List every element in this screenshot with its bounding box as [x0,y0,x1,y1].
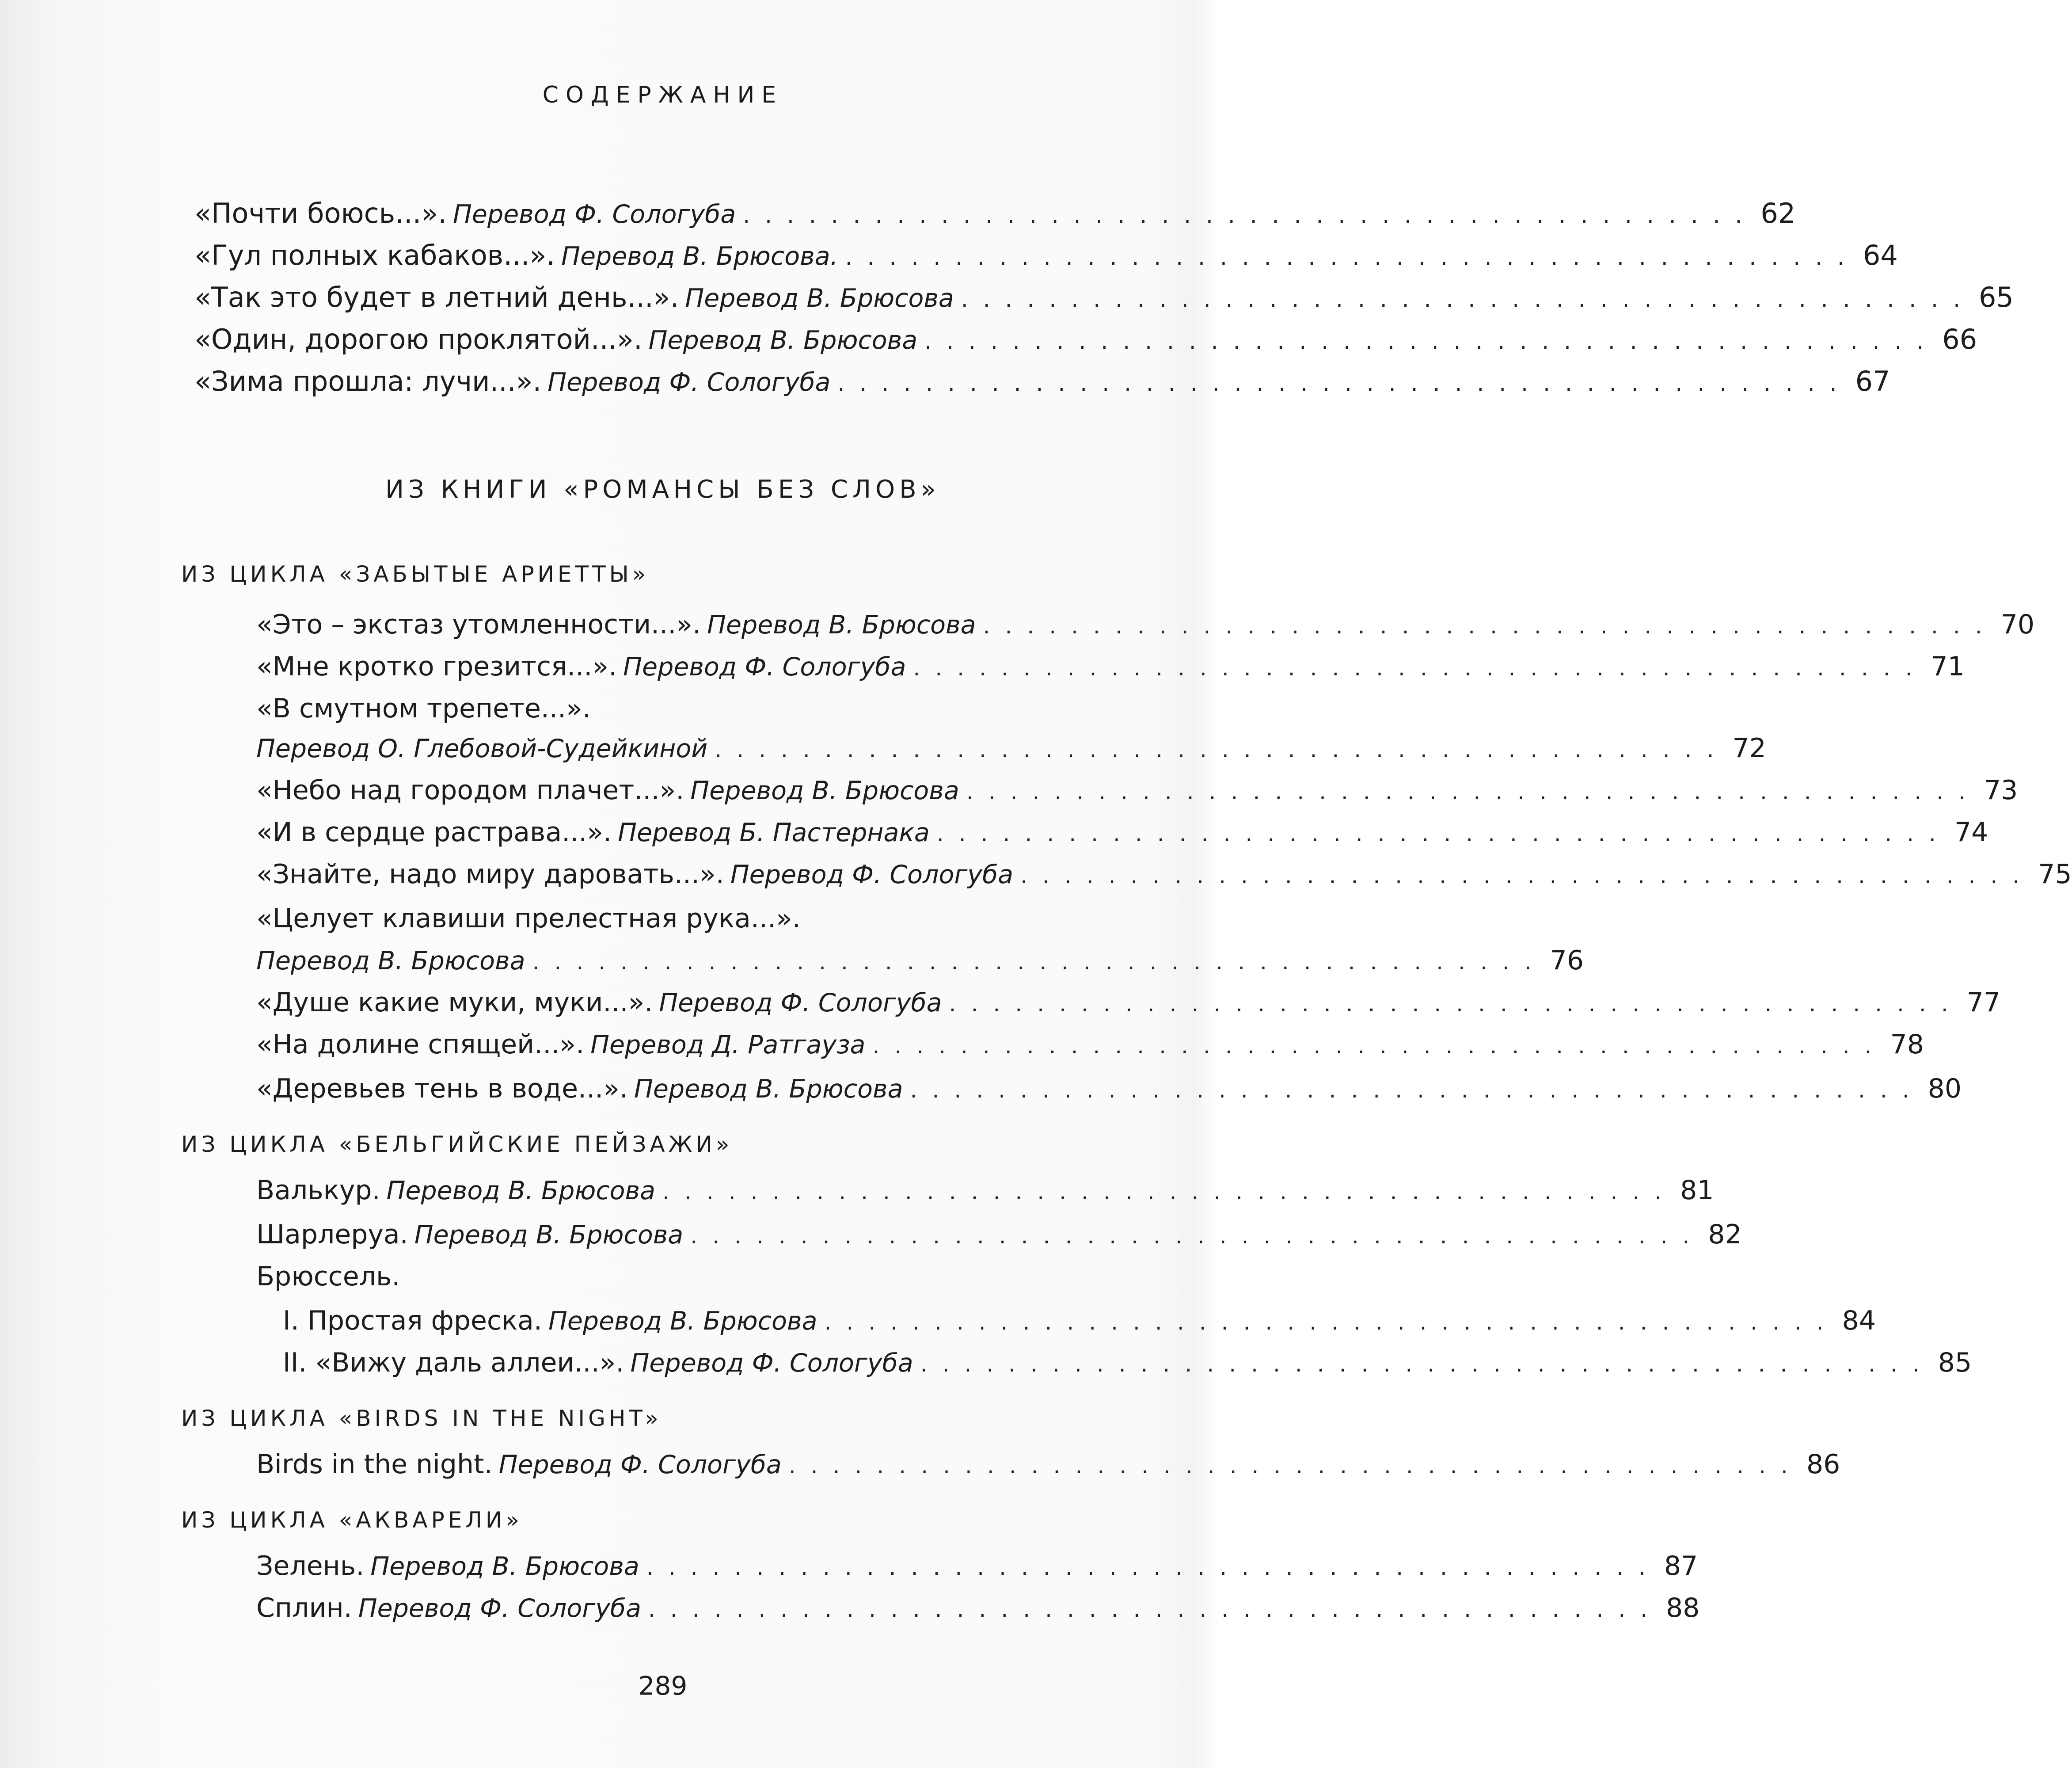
entry-title: «Душе какие муки, муки...». [256,987,653,1018]
leader-dots: .............................................. [646,1555,1661,1580]
entry-page: 66 [1942,323,1977,355]
entry-page: 73 [1984,775,2018,806]
entry-page: 74 [1954,817,1988,848]
entry-translator: Перевод О. Глебовой-Судейкиной [256,734,708,763]
cycle-heading: ИЗ ЦИКЛА «ЗАБЫТЫЕ АРИЕТТЫ» [181,561,650,587]
entry-page: 75 [2038,859,2072,890]
leader-dots: .............................................. [743,202,1757,228]
entry-translator: Перевод Б. Пастернака [618,818,930,847]
entry-title: «На долине спящей...». [256,1029,585,1060]
entry-translator: Перевод Ф. Сологуба [498,1450,782,1479]
entry-page: 64 [1863,239,1898,271]
entry-page: 78 [1890,1029,1924,1060]
leader-dots: .............................................. [872,1033,1887,1059]
entry-page: 67 [1855,365,1890,397]
entry-title: Birds in the night. [256,1449,493,1480]
entry-title: «Деревьев тень в воде...». [256,1073,628,1104]
entry-title: Брюссель. [256,1261,400,1292]
entry-translator: Перевод В. Брюсова [685,284,954,313]
toc-entry [256,1169,1714,1212]
entry-title: «Небо над городом плачет...». [256,775,684,806]
entry-page: 65 [1978,281,2014,313]
leader-dots: .............................................. [949,991,1963,1017]
entry-translator: Перевод В. Брюсова [548,1307,817,1336]
leader-dots: .............................................. [532,949,1547,975]
entry-page: 80 [1928,1073,1962,1104]
toc-entry [256,603,2035,646]
leader-dots: .............................................. [788,1453,1803,1478]
leader-dots: .............................................. [662,1179,1677,1204]
leader-dots: .............................................. [961,286,1975,312]
entry-title: Зелень. [256,1551,365,1581]
leader-dots: .............................................. [936,821,1951,846]
entry-page: 72 [1732,733,1766,764]
toc-entry [283,1341,1972,1384]
entry-translator: Перевод В. Брюсова [256,946,525,975]
entry-translator: Перевод Ф. Сологуба [659,988,942,1017]
entry-page: 88 [1666,1593,1700,1623]
entry-page: 82 [1708,1219,1742,1250]
entry-title: II. «Вижу даль аллеи...». [283,1347,624,1378]
entry-translator: Перевод В. Брюсова [634,1075,903,1104]
entry-title: «Так это будет в летний день...». [194,281,679,313]
entry-title: Валькур. [256,1175,380,1206]
leader-dots: .............................................. [966,779,1981,804]
leader-dots: .............................................. [913,655,1928,681]
entry-translator: Перевод Д. Ратгауза [590,1030,866,1059]
entry-title: «Это – экстаз утомленности...». [256,609,701,640]
toc-entry [194,276,2014,319]
entry-title: «Гул полных кабаков...». [194,239,555,271]
entry-page: 70 [2000,609,2035,640]
entry-translator: Перевод Ф. Сологуба [358,1594,642,1623]
entry-translator: Перевод Ф. Сологуба [623,652,906,682]
entry-page: 62 [1760,197,1796,229]
leader-dots: .............................................. [920,1351,1935,1377]
entry-page: 86 [1806,1449,1840,1480]
cycle-heading: ИЗ ЦИКЛА «АКВАРЕЛИ» [181,1507,523,1533]
entry-translator: Перевод Ф. Сологуба [453,200,736,229]
entry-page: 76 [1550,945,1584,976]
entry-translator: Перевод В. Брюсова [370,1552,639,1581]
toc-entry [256,1255,1122,1298]
toc-entry [256,981,2001,1024]
entry-title: «Знайте, надо миру даровать...». [256,859,724,890]
entry-translator: Перевод В. Брюсова. [561,242,838,271]
page-number: 289 [638,1671,688,1701]
cycle-heading: ИЗ ЦИКЛА «БЕЛЬГИЙСКИЕ ПЕЙЗАЖИ» [181,1132,733,1157]
toc-entry [256,1545,1698,1587]
toc-entry [194,360,1890,403]
leader-dots: .............................................. [983,613,1997,639]
toc-entry [256,811,1988,854]
entry-title: Сплин. [256,1593,352,1623]
toc-entry [283,1299,1876,1342]
entry-translator: Перевод В. Брюсова [690,776,959,805]
entry-translator: Перевод В. Брюсова [707,610,976,640]
entry-title: «Мне кротко грезится...». [256,651,617,682]
entry-translator: Перевод В. Брюсова [648,326,918,355]
entry-page: 84 [1842,1305,1876,1336]
entry-title: «Целует клавиши прелестная рука...». [256,903,801,934]
toc-entry [256,1443,1840,1486]
toc-entry [194,192,1796,235]
leader-dots: .............................................. [690,1223,1705,1249]
toc-entry [194,318,1977,361]
entry-title: «Один, дорогою проклятой...». [194,323,643,355]
toc-entry [256,769,2018,812]
toc-entry [256,645,1965,688]
leader-dots: .............................................. [648,1597,1663,1622]
leader-dots: .............................................. [845,244,1859,270]
entry-translator: Перевод Ф. Сологуба [730,860,1014,889]
toc-entry [256,1587,1700,1629]
entry-translator: Перевод Ф. Сологуба [630,1349,913,1378]
cycle-heading: ИЗ ЦИКЛА «BIRDS IN THE NIGHT» [181,1406,662,1431]
entry-page: 85 [1938,1347,1972,1378]
toc-entry [256,853,2072,895]
leader-dots: .............................................. [715,737,1729,762]
entry-title: Шарлеруа. [256,1219,408,1250]
toc-entry [194,234,1898,277]
entry-page: 77 [1966,987,2001,1018]
leader-dots: .............................................. [910,1077,1924,1103]
toc-entry [256,939,1584,982]
toc-entry [256,727,1766,770]
running-head: СОДЕРЖАНИЕ [542,82,783,108]
toc-entry [256,1067,1962,1110]
entry-translator: Перевод В. Брюсова [386,1176,656,1205]
leader-dots: .............................................. [924,328,1939,354]
leader-dots: .............................................. [824,1309,1839,1335]
leader-dots: .............................................. [1020,863,2035,888]
entry-title: «И в сердце растрава...». [256,817,612,848]
toc-entry [256,687,1122,730]
book-heading: ИЗ КНИГИ «РОМАНСЫ БЕЗ СЛОВ» [385,475,940,504]
entry-title: I. Простая фреска. [283,1305,542,1336]
leader-dots: .............................................. [837,370,1852,396]
toc-entry [256,1213,1742,1256]
entry-translator: Перевод Ф. Сологуба [547,368,831,397]
entry-page: 87 [1664,1551,1698,1581]
entry-page: 71 [1931,651,1965,682]
entry-title: «Почти боюсь...». [194,197,447,229]
entry-page: 81 [1680,1175,1714,1206]
entry-title: «Зима прошла: лучи...». [194,365,542,397]
toc-entry [256,1023,1924,1066]
toc-entry [256,897,1122,940]
entry-title: «В смутном трепете...». [256,693,591,724]
entry-translator: Перевод В. Брюсова [414,1220,684,1250]
